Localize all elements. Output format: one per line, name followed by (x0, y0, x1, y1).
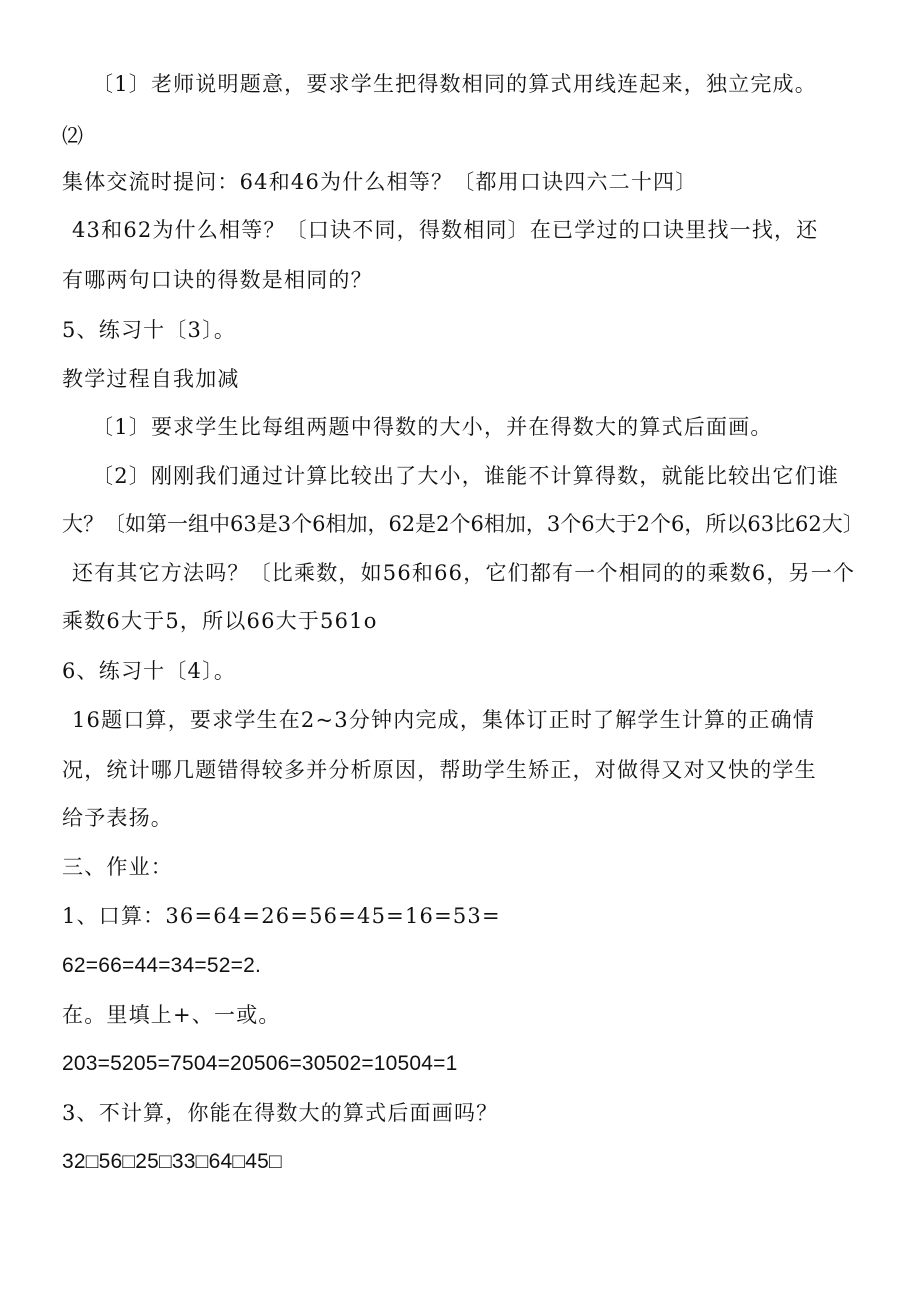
heading-homework: 三、作业： (62, 855, 173, 879)
text-line: 有哪两句口诀的得数是相同的？ (62, 268, 373, 292)
text-line: 〔1〕老师说明题意，要求学生把得数相同的算式用线连起来，独立完成。 (92, 72, 817, 96)
text-line: 62=66=44=34=52=2. (62, 954, 262, 977)
text-line: 〔2〕刚刚我们通过计算比较出了大小，谁能不计算得数，就能比较出它们谁 (92, 464, 840, 488)
text-line: 教学过程自我加减 (62, 367, 240, 391)
text-line: 16题口算，要求学生在2~3分钟内完成，集体订正时了解学生计算的正确情 (72, 708, 816, 732)
text-line: 203=5205=7504=20506=30502=10504=1 (62, 1052, 458, 1075)
text-line: 给予表扬。 (62, 806, 173, 830)
text-line: 集体交流时提问：64和46为什么相等？〔都用口诀四六二十四〕 (62, 170, 698, 194)
text-line: 3、不计算，你能在得数大的算式后面画吗？ (62, 1101, 499, 1125)
heading-exercise-6: 6、练习十〔4〕。 (62, 659, 237, 683)
text-line: 32□56□25□33□64□45□ (62, 1150, 282, 1173)
text-line: 乘数6大于5，所以66大于561o (62, 609, 378, 633)
text-line: 大？〔如第一组中63是3个6相加，62是2个6相加，3个6大于2个6，所以63比62大〕 (62, 512, 864, 536)
text-line: ⑵ (62, 124, 85, 148)
text-line: 况，统计哪几题错得较多并分析原因，帮助学生矫正，对做得又对又快的学生 (62, 758, 817, 782)
text-line: 〔1〕要求学生比每组两题中得数的大小，并在得数大的算式后面画。 (92, 415, 773, 439)
text-line: 还有其它方法吗？〔比乘数，如56和66，它们都有一个相同的的乘数6，另一个 (72, 561, 856, 585)
text-line: 43和62为什么相等？〔口诀不同，得数相同〕在已学过的口诀里找一找，还 (72, 218, 819, 242)
text-line: 在。里填上+、一或。 (62, 1003, 281, 1027)
heading-exercise-5: 5、练习十〔3〕。 (62, 318, 237, 342)
text-line: 1、口算：36=64=26=56=45=16=53= (62, 904, 501, 928)
